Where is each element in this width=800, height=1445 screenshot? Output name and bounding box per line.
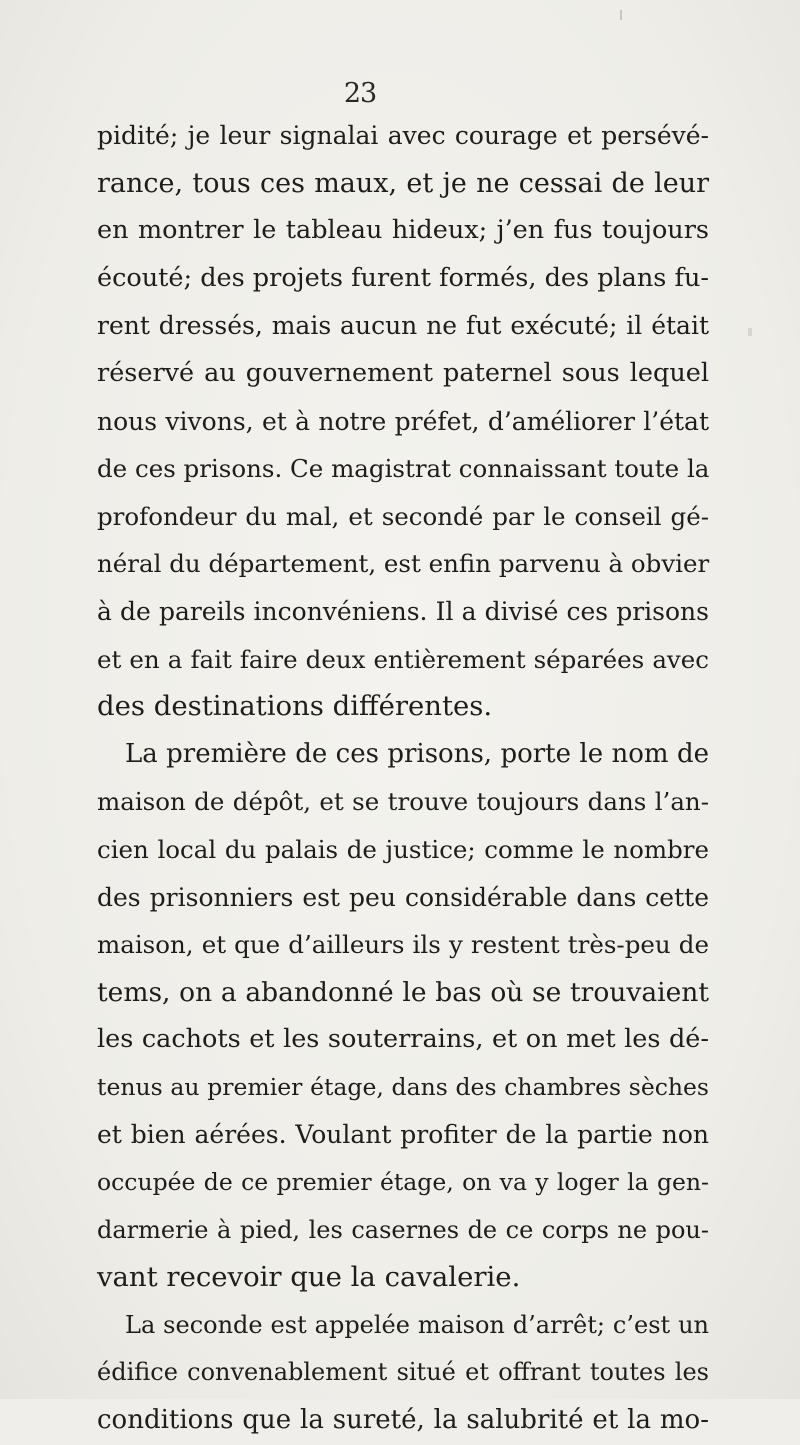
text-line: tems, on a abandonné le bas où se trouvaient xyxy=(97,976,709,1008)
text-line: tenus au premier étage, dans des chambres sèches xyxy=(97,1072,709,1101)
text-line: édifice convenablement situé et offrant toutes les xyxy=(97,1358,709,1387)
text-line: conditions que la sureté, la salubrité et la mo- xyxy=(97,1405,709,1436)
text-line: rance, tous ces maux, et je ne cessai de leur xyxy=(97,167,709,199)
text-line: à de pareils inconvéniens. Il a divisé ces prisons xyxy=(97,596,709,626)
paper-speck xyxy=(748,328,752,336)
text-line: darmerie à pied, les casernes de ce corps ne pou- xyxy=(97,1215,709,1244)
text-line: occupée de ce premier étage, on va y loger la gen- xyxy=(97,1168,709,1197)
body-text xyxy=(97,112,709,1445)
text-line: néral du département, est enfin parvenu à obvier xyxy=(97,549,710,579)
text-line: rent dressés, mais aucun ne fut exécuté; il était xyxy=(97,311,709,341)
text-line: La première de ces prisons, porte le nom de xyxy=(125,738,709,769)
paragraph xyxy=(97,731,709,1302)
page-number: 23 xyxy=(343,78,377,109)
text-line: de ces prisons. Ce magistrat connaissant toute la xyxy=(97,454,710,484)
paper-speck xyxy=(620,10,622,20)
paragraph xyxy=(97,1302,709,1445)
text-line: et bien aérées. Voulant profiter de la partie non xyxy=(97,1120,709,1150)
text-line: profondeur du mal, et secondé par le conseil gé- xyxy=(97,501,709,531)
paragraph xyxy=(97,112,709,731)
text-line: pidité; je leur signalai avec courage et persévé- xyxy=(97,121,709,150)
text-line: écouté; des projets furent formés, des plans fu- xyxy=(97,262,709,293)
text-line: maison, et que d’ailleurs ils y restent très-peu de xyxy=(97,930,709,960)
text-line: La seconde est appelée maison d’arrêt; c’est un xyxy=(125,1310,709,1339)
text-line: des destinations différentes. xyxy=(97,690,493,723)
text-line: nous vivons, et à notre préfet, d’améliorer l’état xyxy=(97,406,709,436)
text-line: et en a fait faire deux entièrement séparées avec xyxy=(97,644,709,674)
text-line: les cachots et les souterrains, et on met les dé- xyxy=(97,1024,709,1055)
text-line: maison de dépôt, et se trouve toujours dans l’an- xyxy=(97,787,709,817)
text-line: cien local du palais de justice; comme le nombre xyxy=(97,834,709,864)
text-line: des prisonniers est peu considérable dans cette xyxy=(97,882,709,912)
text-line: réservé au gouvernement paternel sous lequel xyxy=(97,357,709,388)
text-line: vant recevoir que la cavalerie. xyxy=(97,1261,521,1294)
text-line: en montrer le tableau hideux; j’en fus toujours xyxy=(97,215,709,246)
